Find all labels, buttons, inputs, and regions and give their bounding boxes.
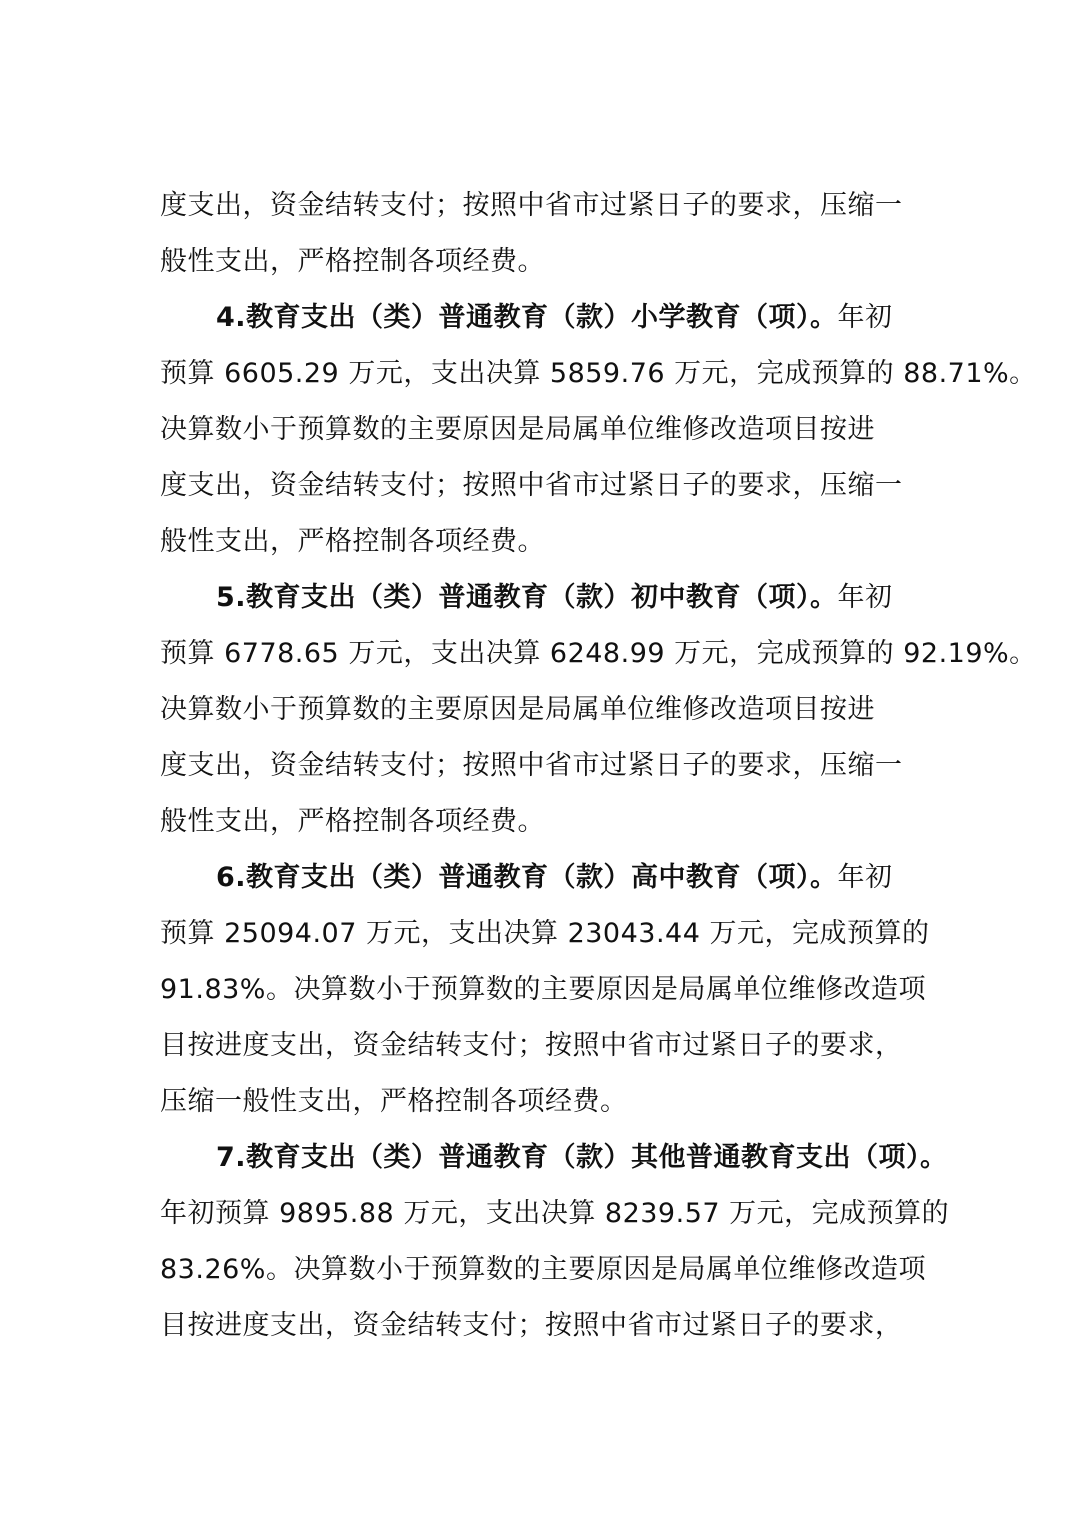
text-line: 般性支出，严格控制各项经费。	[160, 806, 545, 837]
heading-text: 4.教育支出（类）普通教育（款）小学教育（项）。	[216, 302, 838, 333]
heading-tail: 年初	[837, 302, 893, 333]
text-line: 预算 6778.65 万元，支出决算 6248.99 万元，完成预算的 92.19%。	[160, 638, 1037, 669]
section-heading-6	[216, 858, 893, 898]
text-line: 度支出，资金结转支付；按照中省市过紧日子的要求，压缩一	[160, 750, 903, 781]
text-line: 91.83%。决算数小于预算数的主要原因是局属单位维修改造项	[160, 974, 926, 1005]
text-line: 压缩一般性支出，严格控制各项经费。	[160, 1086, 628, 1117]
section-heading-5	[216, 578, 893, 618]
heading-tail: 年初	[837, 582, 893, 613]
heading-text: 5.教育支出（类）普通教育（款）初中教育（项）。	[216, 582, 838, 613]
section-heading-4	[216, 298, 893, 338]
heading-text: 6.教育支出（类）普通教育（款）高中教育（项）。	[216, 862, 838, 893]
text-line: 般性支出，严格控制各项经费。	[160, 246, 545, 277]
text-line: 目按进度支出，资金结转支付；按照中省市过紧日子的要求，	[160, 1030, 903, 1061]
text-line: 决算数小于预算数的主要原因是局属单位维修改造项目按进	[160, 414, 875, 445]
section-heading-7: 7.教育支出（类）普通教育（款）其他普通教育支出（项）。	[216, 1142, 948, 1173]
text-line: 83.26%。决算数小于预算数的主要原因是局属单位维修改造项	[160, 1254, 926, 1285]
text-line: 般性支出，严格控制各项经费。	[160, 526, 545, 557]
text-line: 预算 6605.29 万元，支出决算 5859.76 万元，完成预算的 88.71%。	[160, 358, 1037, 389]
text-line: 年初预算 9895.88 万元，支出决算 8239.57 万元，完成预算的	[160, 1198, 950, 1229]
heading-tail: 年初	[837, 862, 893, 893]
text-line: 目按进度支出，资金结转支付；按照中省市过紧日子的要求，	[160, 1310, 903, 1341]
text-line: 预算 25094.07 万元，支出决算 23043.44 万元，完成预算的	[160, 918, 930, 949]
text-line: 决算数小于预算数的主要原因是局属单位维修改造项目按进	[160, 694, 875, 725]
text-line: 度支出，资金结转支付；按照中省市过紧日子的要求，压缩一	[160, 470, 903, 501]
text-line: 度支出，资金结转支付；按照中省市过紧日子的要求，压缩一	[160, 190, 903, 221]
